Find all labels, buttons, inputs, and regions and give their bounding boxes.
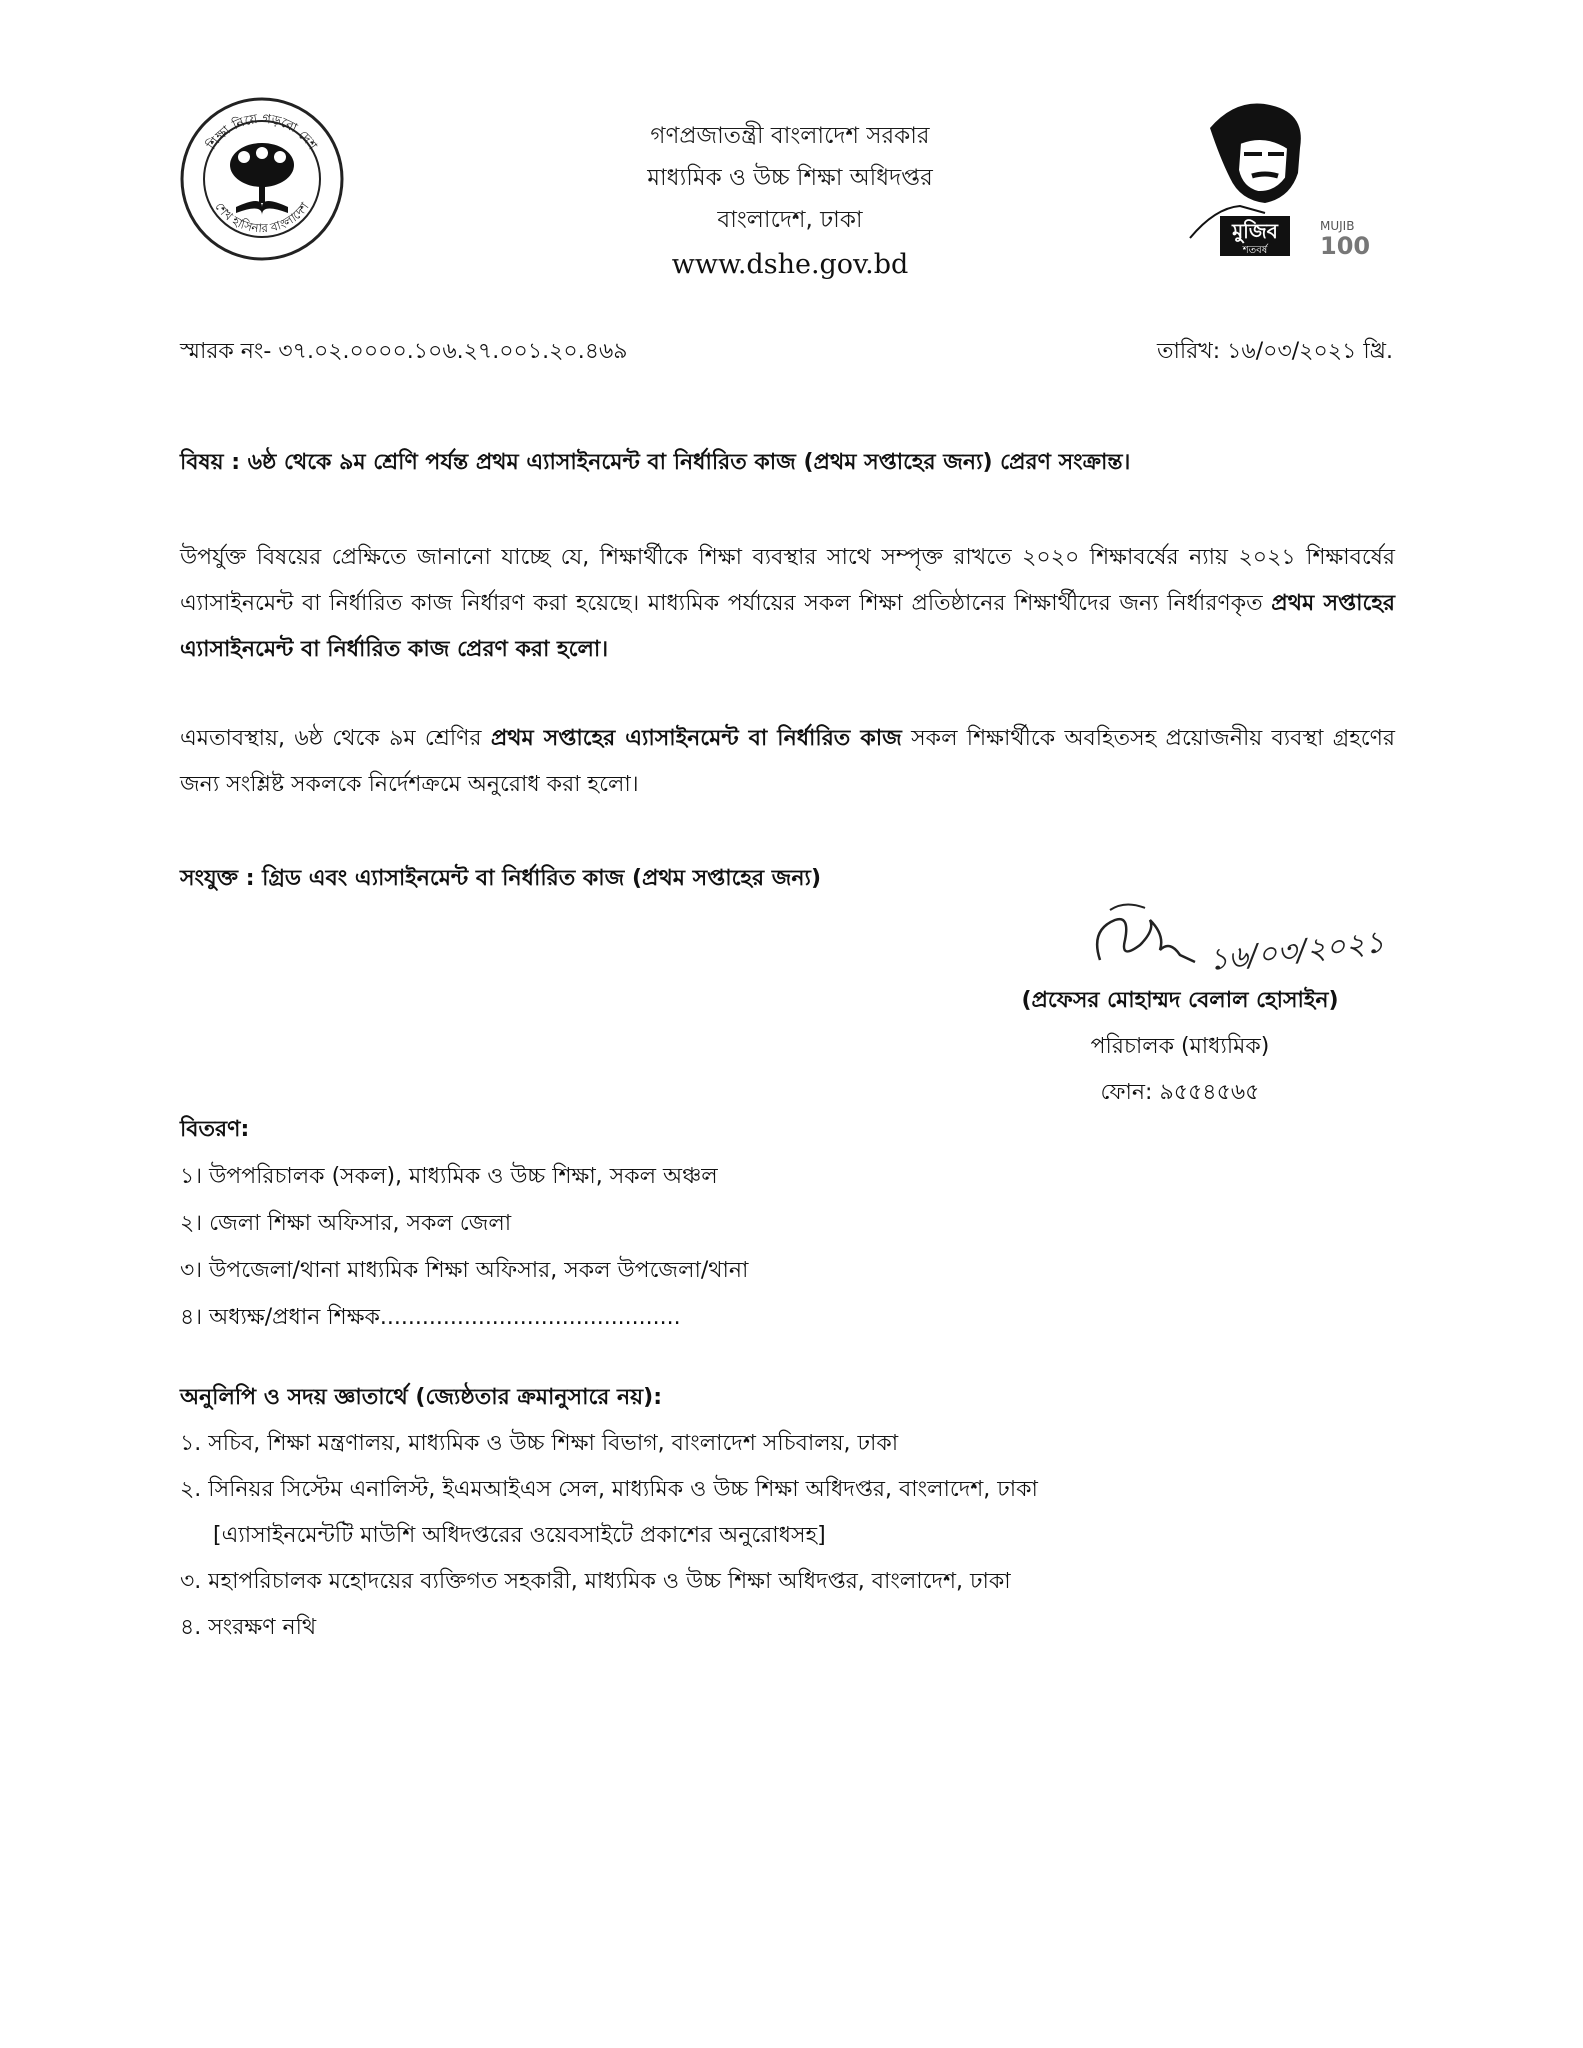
list-item: ১. সচিব, শিক্ষা মন্ত্রণালয়, মাধ্যমিক ও উচ্চ শিক্ষা বিভাগ, বাংলাদেশ সচিবালয়, ঢাকা (180, 1431, 899, 1456)
list-item: ১। উপপরিচালক (সকল), মাধ্যমিক ও উচ্চ শিক্ষা, সকল অঞ্চল (180, 1164, 718, 1189)
letterhead (540, 115, 1040, 287)
signatory-name: (প্রফেসর মোহাম্মদ বেলাল হোসাইন) (1021, 988, 1339, 1013)
signatory-phone: ফোন: ৯৫৫৪৫৬৫ (1100, 1080, 1260, 1105)
mujib-label-sub: শতবর্ষ (1242, 245, 1268, 256)
seal-text-bottom: শেখ হাসিনার বাংলাদেশ (212, 199, 312, 236)
p2-start: এমতাবস্থায়, ৬ষ্ঠ থেকে ৯ম শ্রেণির (180, 726, 491, 751)
education-seal (178, 95, 346, 263)
list-item: ৩. মহাপরিচালক মহোদয়ের ব্যক্তিগত সহকারী, মাধ্যমিক ও উচ্চ শিক্ষা অধিদপ্তর, বাংলাদেশ, ঢাকা (180, 1569, 1011, 1594)
mujib-label-bn: মুজিব (1232, 219, 1278, 243)
seal-text-top: শিক্ষা নিয়ে গড়বো দেশ (204, 111, 320, 153)
list-item: ৪. সংরক্ষণ নথি (180, 1615, 317, 1640)
list-item: ৪। অধ্যক্ষ/প্রধান শিক্ষক........................................... (180, 1305, 681, 1330)
memo-date: তারিখ: ১৬/০৩/২০২১ খ্রি. (1157, 339, 1393, 364)
body-paragraph-2 (180, 716, 1395, 808)
mujib-number: 100 (1320, 232, 1371, 258)
svg-text:শেখ হাসিনার বাংলাদেশ (212, 199, 312, 235)
website-link[interactable]: www.dshe.gov.bd (671, 249, 909, 280)
p2-end: সকল শিক্ষার্থীকে অবহিতসহ প্রয়োজনীয় ব্যবস্থা গ্রহণের জন্য সংশ্লিষ্ট সকলকে নির্দেশক্রমে অনুরোধ করা হলো। (180, 726, 1395, 797)
location: বাংলাদেশ, ঢাকা (717, 207, 863, 233)
p1-text: উপর্যুক্ত বিষয়ের প্রেক্ষিতে জানানো যাচ্ছে যে, শিক্ষার্থীকে শিক্ষা ব্যবস্থার সাথে সম্পৃক্ত রাখতে ২০২০ শিক্ষাবর্ষের ন্যায় ২০২১ শিক্ষাবর্ষের এ্যাসাইনমেন্ট বা নির্ধারিত কাজ নির্ধারণ করা হয়েছে। মাধ্যমিক পর্যায়ের সকল শিক্ষা প্রতিষ্ঠানের শিক্ষার্থীদের জন্য নির্ধারণকৃত (180, 545, 1395, 616)
mujib-label-en: MUJIB (1320, 219, 1355, 233)
list-item: ২। জেলা শিক্ষা অফিসার, সকল জেলা (180, 1211, 512, 1236)
govt-name: গণপ্রজাতন্ত্রী বাংলাদেশ সরকার (650, 123, 930, 149)
distribution-list (180, 1106, 1395, 1341)
list-item-note: [এ্যাসাইনমেন্টটি মাউশি অধিদপ্তরের ওয়েবসাইটে প্রকাশের অনুরোধসহ] (213, 1523, 826, 1548)
signature-date: ১৬/০৩/২০২১ (1207, 924, 1387, 978)
body-paragraph-1 (180, 535, 1395, 673)
mujib-100-logo (1170, 88, 1395, 258)
directorate-name: মাধ্যমিক ও উচ্চ শিক্ষা অধিদপ্তর (647, 165, 933, 191)
p1-bold-text: প্রথম সপ্তাহের এ্যাসাইনমেন্ট বা নির্ধারিত কাজ প্রেরণ করা হলো। (180, 591, 1395, 662)
list-item: ৩। উপজেলা/থানা মাধ্যমিক শিক্ষা অফিসার, সকল উপজেলা/থানা (180, 1258, 749, 1283)
distribution-title: বিতরণ: (180, 1117, 250, 1142)
p2-bold-text: প্রথম সপ্তাহের এ্যাসাইনমেন্ট বা নির্ধারিত কাজ (490, 726, 902, 751)
copy-title: অনুলিপি ও সদয় জ্ঞাতার্থে (জ্যেষ্ঠতার ক্রমানুসারে নয়): (180, 1385, 662, 1410)
list-item: ২. সিনিয়র সিস্টেম এনালিস্ট, ইএমআইএস সেল, মাধ্যমিক ও উচ্চ শিক্ষা অধিদপ্তর, বাংলাদেশ, ঢাকা (180, 1477, 1038, 1502)
memo-number: স্মারক নং- ৩৭.০২.০০০০.১০৬.২৭.০০১.২০.৪৬৯ (180, 339, 628, 364)
attachment-line: সংযুক্ত : গ্রিড এবং এ্যাসাইনমেন্ট বা নির্ধারিত কাজ (প্রথম সপ্তাহের জন্য) (180, 866, 821, 891)
signatory-block (960, 978, 1400, 1116)
subject-line: বিষয় : ৬ষ্ঠ থেকে ৯ম শ্রেণি পর্যন্ত প্রথম এ্যাসাইনমেন্ট বা নির্ধারিত কাজ (প্রথম সপ্তাহের জন্য) প্রেরণ সংক্রান্ত। (180, 450, 1131, 475)
copy-list (180, 1375, 1395, 1651)
signatory-designation: পরিচালক (মাধ্যমিক) (1090, 1034, 1270, 1059)
